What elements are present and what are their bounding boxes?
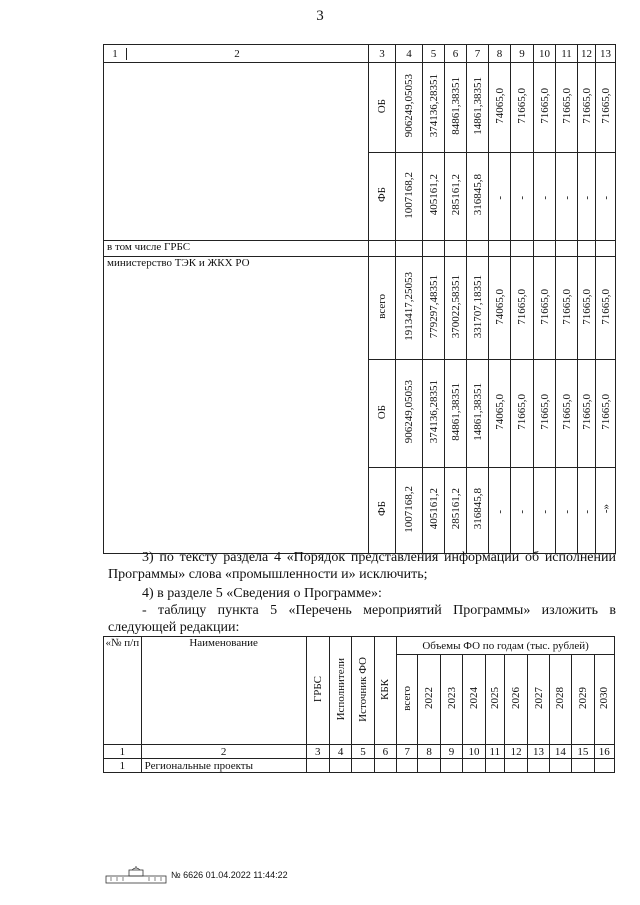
col-number: 6: [374, 745, 396, 759]
row-number: 1: [104, 759, 142, 773]
value-cell: 71665,0: [538, 88, 551, 124]
block1-ob-row: [104, 63, 636, 153]
col-number: 10: [463, 745, 485, 759]
paragraph-section-5: 4) в разделе 5 «Сведения о Программе»:: [142, 586, 382, 601]
col-header: 10: [534, 45, 556, 63]
value-cell: 1007168,2: [403, 171, 415, 219]
col-number: 3: [306, 745, 329, 759]
total-header: всего: [401, 685, 414, 711]
year-header: 2022: [423, 687, 436, 709]
measures-table: [103, 636, 615, 773]
col-number: 5: [352, 745, 374, 759]
source-label: ФБ: [376, 501, 388, 517]
executors-header: Исполнители: [334, 657, 347, 721]
col-number: 12: [504, 745, 527, 759]
col-header: 7: [467, 45, 489, 63]
value-cell: 1913417,25053: [403, 272, 415, 341]
government-building-logo: [105, 866, 167, 884]
col-header: 8: [489, 45, 511, 63]
col-number: 14: [549, 745, 571, 759]
paragraph-section-4: 3) по тексту раздела 4 «Порядок представления информации об исполнении Программы» слова «промышленности и» исключить;: [108, 550, 616, 582]
table-row: [104, 759, 615, 773]
year-header: 2024: [467, 687, 480, 709]
value-cell: 71665,0: [560, 394, 573, 430]
source-label: всего: [376, 294, 388, 319]
value-cell: 71665,0: [516, 288, 528, 325]
col-header: 11: [556, 45, 578, 63]
value-cell: 74065,0: [493, 88, 506, 124]
col-number: 9: [440, 745, 462, 759]
value-cell: -: [538, 195, 551, 200]
source-label: ФБ: [369, 153, 396, 241]
value-cell: 71665,0: [560, 88, 573, 124]
value-cell: 1007168,2: [403, 485, 415, 533]
year-header: 2026: [510, 687, 523, 709]
col-header: 3: [369, 45, 396, 63]
year-header: 2027: [532, 687, 545, 709]
volumes-header: Объемы ФО по годам (тыс. рублей): [397, 637, 615, 655]
value-cell: 71665,0: [599, 394, 612, 430]
value-cell: 71665,0: [516, 88, 528, 124]
paragraph-table-intro: - таблицу пункта 5 «Перечень мероприятий Программы» изложить в следующей редакции:: [108, 603, 616, 635]
col-number: 15: [572, 745, 594, 759]
ministry-label: министерство ТЭК и ЖКХ РО: [104, 257, 369, 554]
source-label: ОБ: [369, 63, 396, 153]
col-header: 9: [511, 45, 534, 63]
value-cell: -: [493, 195, 506, 200]
value-cell: -: [493, 509, 506, 514]
value-cell: 374136,28351: [427, 74, 440, 138]
value-cell: -: [560, 195, 573, 200]
col-header: 13: [596, 45, 616, 63]
value-cell: 71665,0: [580, 394, 593, 430]
value-cell: 779297,48351: [427, 274, 440, 339]
source-label: ОБ: [376, 404, 388, 420]
document-stamp: [105, 866, 288, 884]
col-header: 12: [578, 45, 596, 63]
page-number: 3: [316, 8, 324, 24]
grbs-row: [104, 241, 636, 257]
value-cell: -»: [599, 504, 612, 514]
year-header: 2029: [576, 687, 589, 709]
num-header: «№ п/п: [104, 637, 142, 745]
col-header: 5: [423, 45, 445, 63]
value-cell: -: [538, 509, 551, 514]
block2-total-row: [104, 257, 636, 360]
col-header: 6: [445, 45, 467, 63]
year-header: 2028: [554, 687, 567, 709]
value-cell: 285161,2: [449, 174, 462, 216]
value-cell: 14861,38351: [471, 77, 484, 135]
col-header-1-2: 1 2: [104, 45, 369, 63]
col-number: 13: [528, 745, 549, 759]
grbs-label: в том числе ГРБС: [104, 241, 369, 257]
value-cell: 316845,8: [471, 174, 484, 216]
value-cell: 74065,0: [493, 288, 506, 325]
value-cell: 71665,0: [580, 88, 593, 124]
value-cell: 374136,28351: [427, 380, 440, 444]
kbk-header: КБК: [379, 678, 392, 700]
value-cell: -: [516, 509, 528, 514]
value-cell: 71665,0: [538, 394, 551, 430]
value-cell: -: [560, 509, 573, 514]
col-number: 11: [485, 745, 504, 759]
col-number: 16: [594, 745, 614, 759]
value-cell: 71665,0: [516, 394, 528, 430]
column-numbers-row: [104, 45, 636, 63]
year-header: 2025: [488, 687, 501, 709]
value-cell: 405161,2: [427, 488, 440, 530]
value-cell: 906249,05053: [403, 380, 415, 444]
value-cell: -: [599, 195, 612, 200]
col-number: 4: [329, 745, 351, 759]
value-cell: 84861,38351: [449, 77, 462, 135]
row-name: Региональные проекты: [141, 759, 306, 773]
value-cell: -: [580, 195, 593, 200]
col-header: 4: [396, 45, 423, 63]
value-cell: 71665,0: [538, 288, 551, 325]
value-cell: 71665,0: [580, 288, 593, 325]
year-header: 2030: [598, 687, 611, 709]
value-cell: 405161,2: [427, 174, 440, 216]
value-cell: 14861,38351: [471, 383, 484, 441]
empty-name-cell: [104, 63, 369, 241]
column-numbers-row: [104, 745, 615, 759]
value-cell: -: [580, 509, 593, 514]
col-number: 7: [397, 745, 418, 759]
value-cell: 84861,38351: [449, 383, 462, 441]
col-number: 1: [104, 745, 142, 759]
value-cell: 74065,0: [493, 394, 506, 430]
value-cell: 316845,8: [471, 488, 484, 530]
value-cell: -: [516, 195, 528, 200]
value-cell: 71665,0: [560, 288, 573, 325]
grbs-header: ГРБС: [311, 675, 324, 703]
value-cell: 331707,18351: [471, 274, 484, 339]
stamp-text: № 6626 01.04.2022 11:44:22: [171, 870, 288, 880]
value-cell: 906249,05053: [403, 74, 415, 138]
col-number: 8: [418, 745, 440, 759]
financing-table-rotated: [103, 44, 636, 554]
name-header: Наименование: [141, 637, 306, 745]
value-cell: 370022,58351: [449, 274, 462, 339]
value-cell: 71665,0: [599, 288, 612, 325]
header-row-1: [104, 637, 615, 655]
source-header: Источник ФО: [357, 656, 370, 722]
year-header: 2023: [445, 687, 458, 709]
value-cell: 285161,2: [449, 488, 462, 530]
value-cell: 71665,0: [599, 88, 612, 124]
col-number: 2: [141, 745, 306, 759]
